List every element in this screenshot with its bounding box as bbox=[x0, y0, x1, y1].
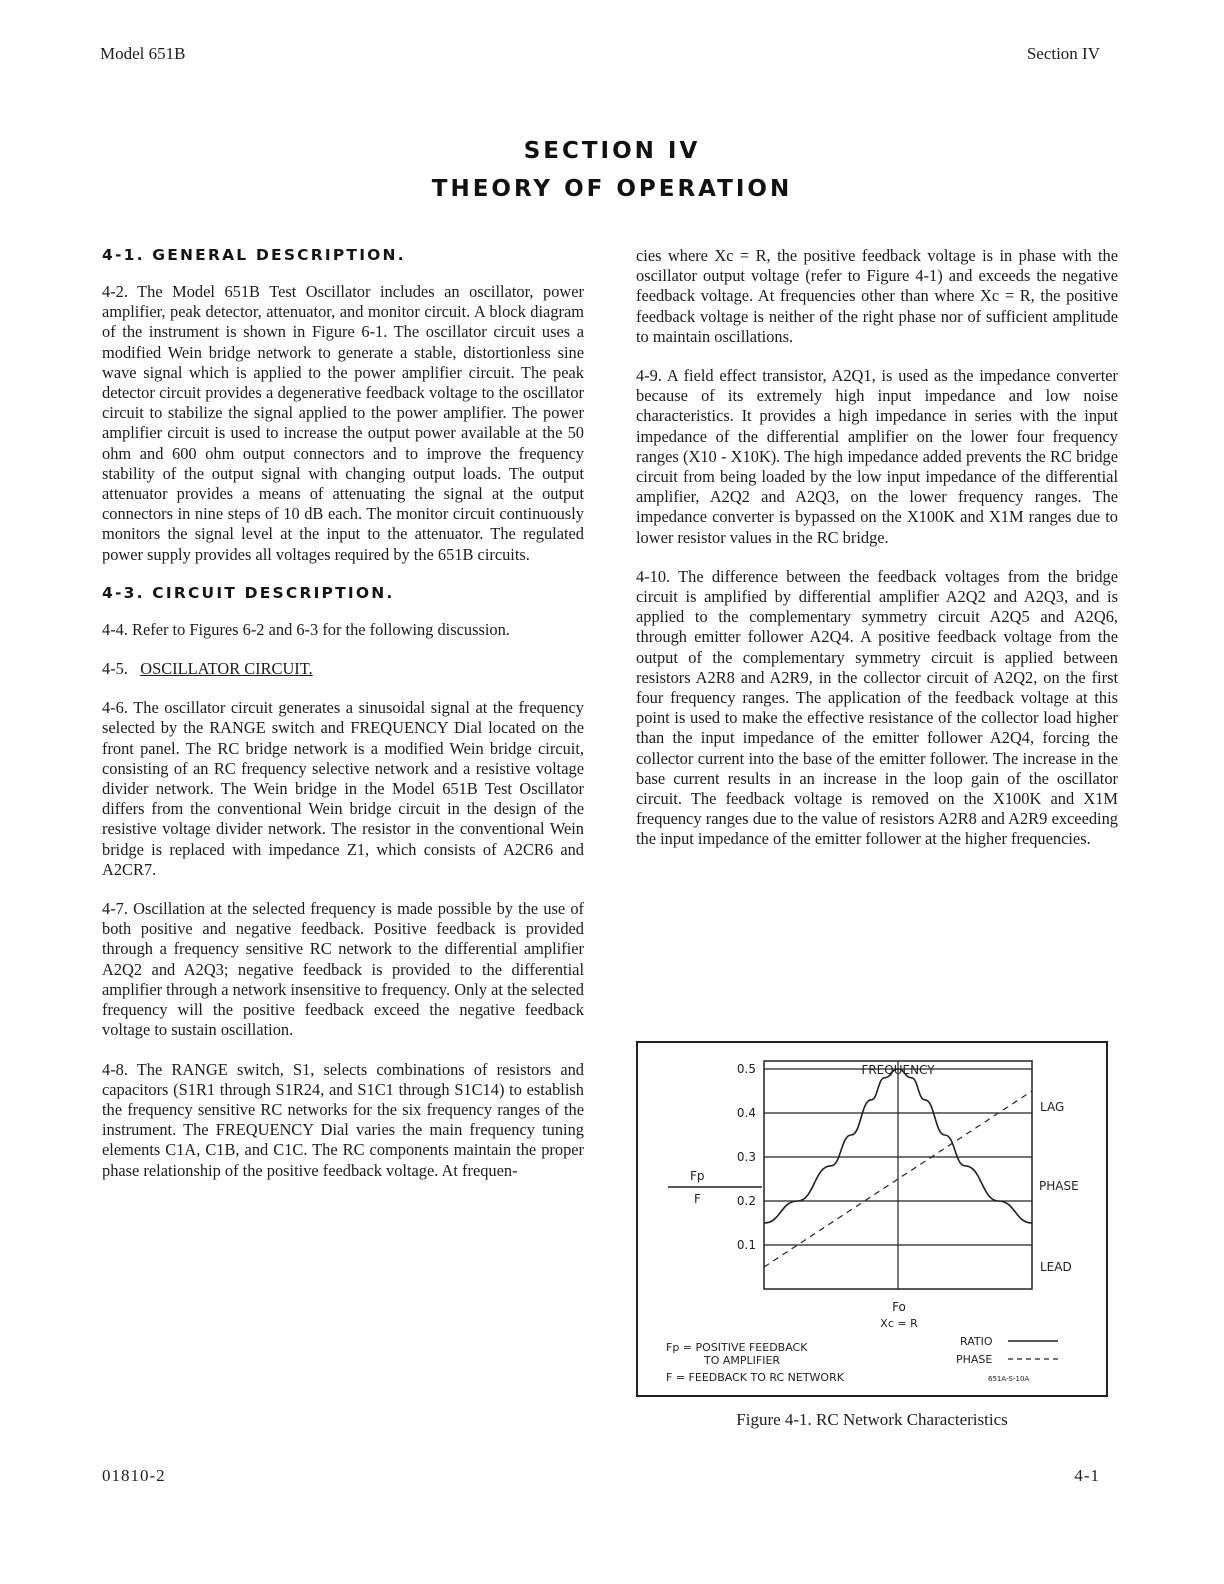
paragraph-4-9: 4-9. A field effect transistor, A2Q1, is used as the impedance converter because of its extremely high input impedance and low noise characteristics. It provides a high impedance in series with the input impedance of the differential amplifier on the lower four frequency ranges (X10 - X10K). The high impedance added prevents the RC bridge circuit from being loaded by the low input impedance of the differential amplifier, A2Q2 and A2Q3, on the lower frequency ranges. The impedance converter is bypassed on the X100K and X1M ranges due to lower resistor values in the RC bridge. bbox=[636, 366, 1118, 547]
center-label-fo: Fo bbox=[892, 1300, 906, 1314]
y-tick-label: 0.5 bbox=[736, 1062, 756, 1076]
paragraph-4-5-number: 4-5. bbox=[102, 659, 128, 679]
figure-rc-network bbox=[636, 1041, 1108, 1397]
legend-phase-label: PHASE bbox=[956, 1353, 993, 1366]
section-subtitle: THEORY OF OPERATION bbox=[431, 176, 793, 202]
legend-fp: Fp = POSITIVE FEEDBACK bbox=[666, 1341, 808, 1354]
right-label-phase: PHASE bbox=[1039, 1179, 1079, 1193]
paragraph-4-8-continued: cies where Xc = R, the positive feedback voltage is in phase with the oscillator output voltage (refer to Figure 4-1) and exceeds the negative feedback voltage. At frequencies other than where Xc = R, the positive feedback voltage is neither of the right phase nor of sufficient amplitude to maintain oscillations. bbox=[636, 246, 1118, 346]
footer-page-number: 4-1 bbox=[1074, 1466, 1100, 1485]
header-model: Model 651B bbox=[100, 44, 186, 63]
rc-network-chart bbox=[638, 1043, 1106, 1395]
paragraph-4-4: 4-4. Refer to Figures 6-2 and 6-3 for the following discussion. bbox=[102, 619, 510, 639]
y-tick-label: 0.4 bbox=[736, 1106, 756, 1120]
right-label-lead: LEAD bbox=[1040, 1260, 1072, 1274]
chart-top-label: FREQUENCY bbox=[861, 1063, 935, 1077]
heading-circuit-description: 4-3. CIRCUIT DESCRIPTION. bbox=[102, 583, 395, 602]
heading-general-description: 4-1. GENERAL DESCRIPTION. bbox=[102, 246, 406, 264]
figure-caption: Figure 4-1. RC Network Characteristics bbox=[736, 1410, 1008, 1429]
right-label-lag: LAG bbox=[1040, 1100, 1065, 1114]
chart-grid bbox=[764, 1061, 1032, 1289]
header-section: Section IV bbox=[1026, 44, 1100, 63]
legend-fp-line2: TO AMPLIFIER bbox=[704, 1354, 781, 1367]
figure-code: 651A-S-10A bbox=[988, 1375, 1030, 1383]
footer-document-number: 01810-2 bbox=[102, 1466, 166, 1485]
y-tick-label: 0.3 bbox=[736, 1150, 756, 1164]
section-title: SECTION IV bbox=[523, 138, 701, 164]
left-column bbox=[102, 246, 584, 1200]
legend-ratio-label: RATIO bbox=[960, 1335, 993, 1348]
legend-f: F = FEEDBACK TO RC NETWORK bbox=[666, 1371, 844, 1384]
paragraph-4-8: 4-8. The RANGE switch, S1, selects combinations of resistors and capacitors (S1R1 through S1R24, and S1C1 through S1C14) to establish the frequency sensitive RC networks for the six frequency ranges of the instrument. The FREQUENCY Dial varies the main frequency tuning elements C1A, C1B, and C1C. The RC components maintain the proper phase relationship of the positive feedback voltage. At frequen- bbox=[102, 1059, 584, 1180]
y-axis-label-denominator: F bbox=[694, 1192, 701, 1206]
y-axis-label-numerator: Fp bbox=[690, 1169, 705, 1183]
paragraph-4-2: 4-2. The Model 651B Test Oscillator includes an oscillator, power amplifier, peak detector, attenuator, and monitor circuit. A block diagram of the instrument is shown in Figure 6-1. The oscillator circuit uses a modified Wein bridge network to generate a stable, distortionless sine wave signal which is applied to the power amplifier circuit. The peak detector circuit provides a degenerative feedback voltage to the oscillator circuit to stabilize the signal applied to the power amplifier. The power amplifier circuit is used to increase the output power available at the 50 ohm and 600 ohm output connectors and to improve the frequency stability of the output signal with changing output loads. The output attenuator provides a means of attenuating the signal at the output connectors in nine steps of 10 dB each. The monitor circuit continuously monitors the signal level at the input to the attenuator. The regulated power supply provides all voltages required by the 651B circuits. bbox=[102, 282, 584, 564]
oscillator-circuit-subheading: OSCILLATOR CIRCUIT. bbox=[140, 659, 313, 679]
paragraph-4-7: 4-7. Oscillation at the selected frequency is made possible by the use of both positive and negative feedback. Positive feedback is provided through a frequency sensitive RC network to the differential amplifier A2Q2 and A2Q3; negative feedback is provided to the differential amplifier through a network insensitive to frequency. Only at the selected frequency will the positive feedback exceed the negative feedback voltage to sustain oscillation. bbox=[102, 899, 584, 1040]
right-column bbox=[636, 246, 1118, 869]
paragraph-4-10: 4-10. The difference between the feedback voltages from the bridge circuit is amplified by differential amplifier A2Q2 and A2Q3, and is applied to the complementary symmetry circuit A2Q5 and A2Q6, through emitter follower A2Q4. A positive feedback voltage from the output of the complementary symmetry circuit is applied between resistors A2R8 and A2R9, in the collector circuit of A2Q2, on the first four frequency ranges. The application of the feedback voltage at this point is used to make the effective resistance of the collector load higher than the input impedance of the emitter follower A2Q4, forcing the collector current into the base of the emitter follower. The increase in the base current results in an increase in the loop gain of the oscillator circuit. The feedback voltage is removed on the X100K and X1M frequency ranges due to the value of resistors A2R8 and A2R9 exceeding the input impedance of the emitter follower at the higher frequencies. bbox=[636, 566, 1118, 849]
y-tick-label: 0.2 bbox=[736, 1194, 756, 1208]
paragraph-4-5 bbox=[102, 659, 584, 679]
y-tick-label: 0.1 bbox=[736, 1238, 756, 1252]
paragraph-4-6: 4-6. The oscillator circuit generates a sinusoidal signal at the frequency selected by the RANGE switch and FREQUENCY Dial located on the front panel. The RC bridge network is a modified Wein bridge circuit, consisting of an RC frequency selective network and a resistive voltage divider network. The Wein bridge in the Model 651B Test Oscillator differs from the conventional Wein bridge circuit in the design of the resistive voltage divider network. The resistor in the conventional Wein bridge is replaced with impedance Z1, which consists of A2CR6 and A2CR7. bbox=[102, 698, 584, 879]
center-label-xc-r: Xc = R bbox=[880, 1317, 918, 1330]
